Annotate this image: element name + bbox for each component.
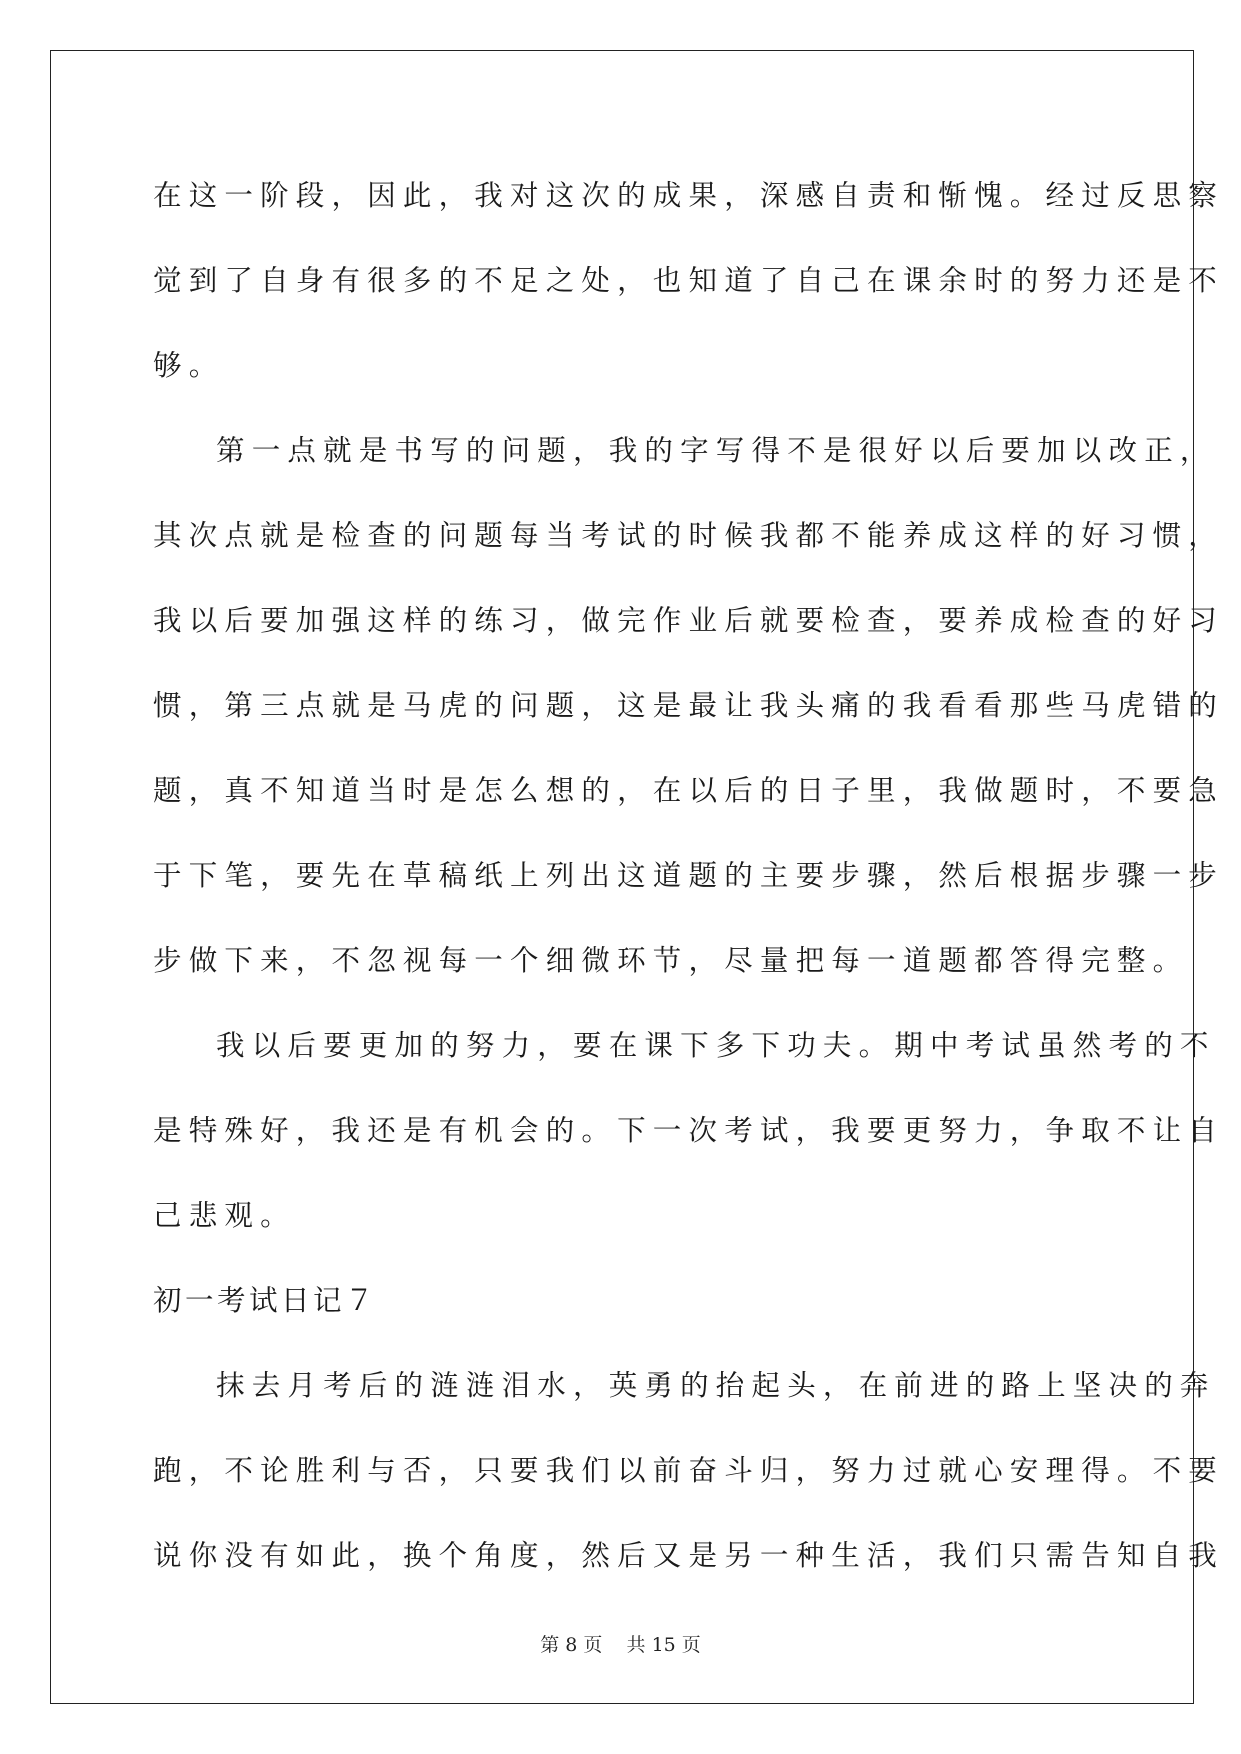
text-line: 于下笔，要先在草稿纸上列出这道题的主要步骤，然后根据步骤一步 bbox=[153, 859, 1225, 892]
paragraph bbox=[153, 1010, 1225, 1265]
page-number: 第 8 页 bbox=[540, 1634, 603, 1656]
text-line: 其次点就是检查的问题每当考试的时候我都不能养成这样的好习惯， bbox=[153, 519, 1225, 552]
text-line: 说你没有如此，换个角度，然后又是另一种生活，我们只需告知自我 bbox=[153, 1539, 1225, 1572]
text-line: 步做下来，不忽视每一个细微环节，尽量把每一道题都答得完整。 bbox=[153, 944, 1189, 977]
text-line: 我以后要加强这样的练习，做完作业后就要检查，要养成检查的好习 bbox=[153, 604, 1225, 637]
text-line: 在这一阶段，因此，我对这次的成果，深感自责和惭愧。经过反思察 bbox=[153, 179, 1225, 212]
text-line: 惯，第三点就是马虎的问题，这是最让我头痛的我看看那些马虎错的 bbox=[153, 689, 1225, 722]
text-line: 己悲观。 bbox=[153, 1199, 296, 1232]
text-line: 第一点就是书写的问题，我的字写得不是很好以后要加以改正， bbox=[216, 434, 1216, 467]
paragraph bbox=[153, 160, 1225, 415]
text-line: 我以后要更加的努力，要在课下多下功夫。期中考试虽然考的不 bbox=[216, 1029, 1216, 1062]
paragraph bbox=[153, 415, 1225, 1010]
text-line: 抹去月考后的涟涟泪水，英勇的抬起头，在前进的路上坚决的奔 bbox=[216, 1369, 1216, 1402]
text-line: 题，真不知道当时是怎么想的，在以后的日子里，我做题时，不要急 bbox=[153, 774, 1225, 807]
page-total: 共 15 页 bbox=[626, 1634, 701, 1656]
document-body bbox=[153, 160, 1225, 1605]
paragraph bbox=[153, 1350, 1225, 1605]
page-footer bbox=[0, 1630, 1241, 1657]
section-heading: 初一考试日记７ bbox=[153, 1284, 378, 1317]
text-line: 够。 bbox=[153, 349, 225, 382]
text-line: 是特殊好，我还是有机会的。下一次考试，我要更努力，争取不让自 bbox=[153, 1114, 1225, 1147]
text-line: 跑，不论胜利与否，只要我们以前奋斗归，努力过就心安理得。不要 bbox=[153, 1454, 1225, 1487]
text-line: 觉到了自身有很多的不足之处，也知道了自己在课余时的努力还是不 bbox=[153, 264, 1225, 297]
